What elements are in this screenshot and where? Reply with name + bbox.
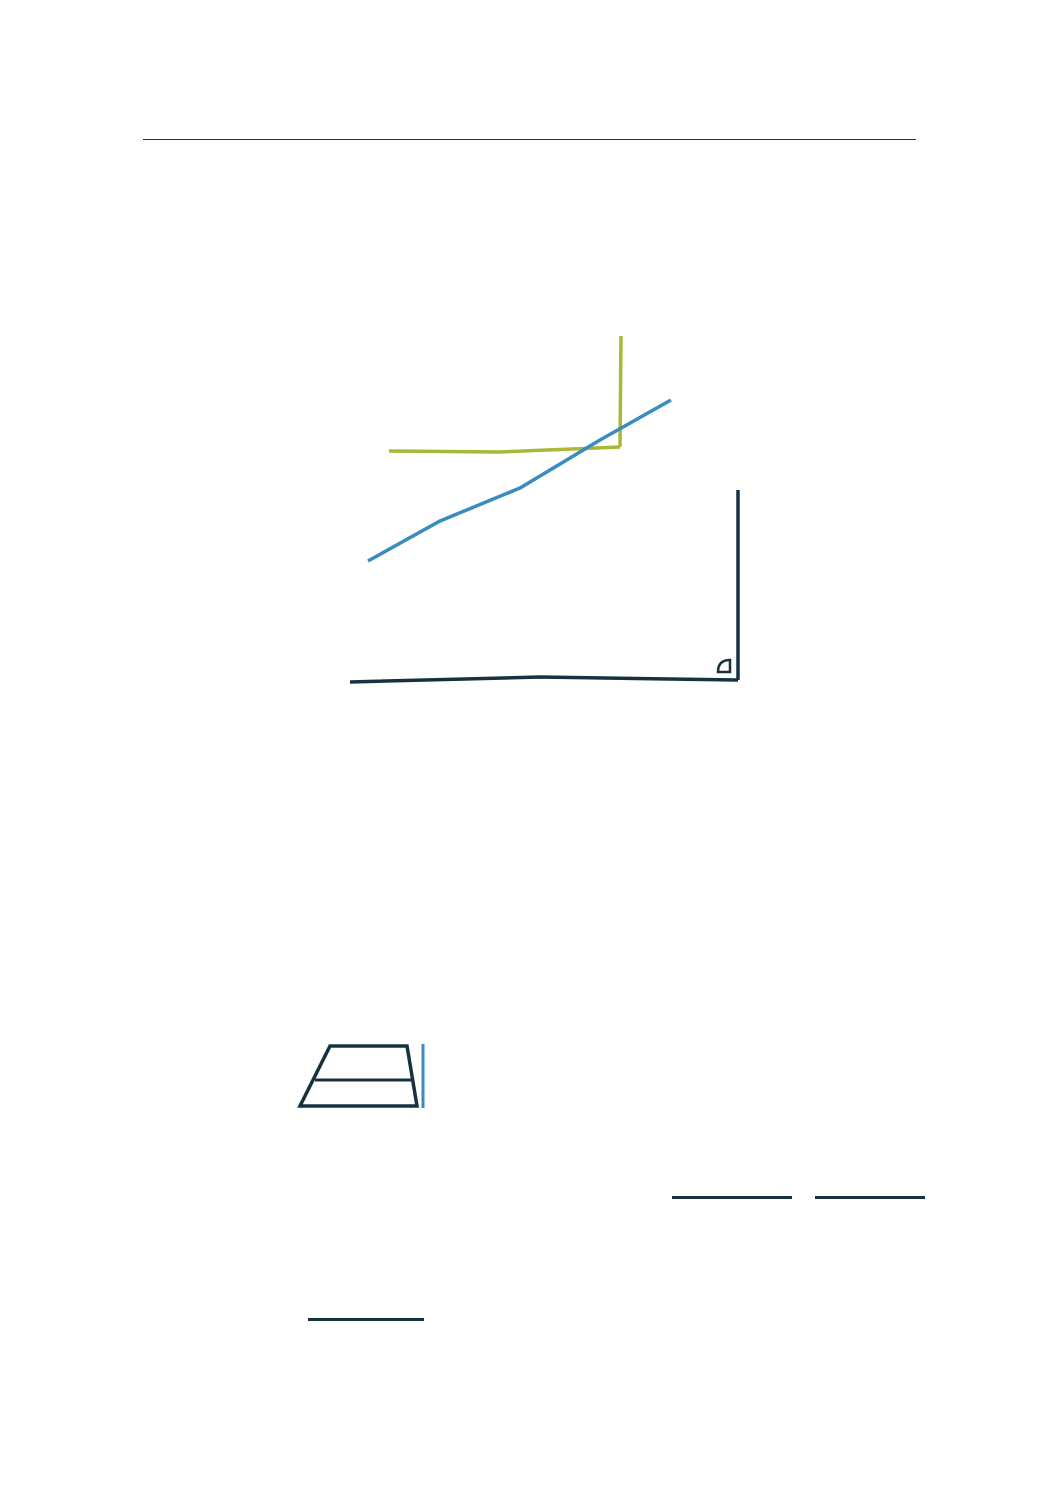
coordinate-figure: [300, 280, 840, 770]
header-rule: [143, 139, 916, 140]
h-numerator: [308, 1318, 424, 1321]
ink-base-line: [350, 677, 738, 682]
fraction1-numerator: [672, 1196, 792, 1199]
a1-answer-grid: [257, 808, 917, 926]
fraction2-numerator: [815, 1196, 925, 1199]
blue-midline-m: [368, 400, 671, 561]
trapezoid-sketch: [295, 1040, 455, 1114]
footer-line1: [121, 1388, 137, 1408]
ink-right-angle: [718, 660, 730, 672]
part-a-text: [220, 213, 920, 239]
